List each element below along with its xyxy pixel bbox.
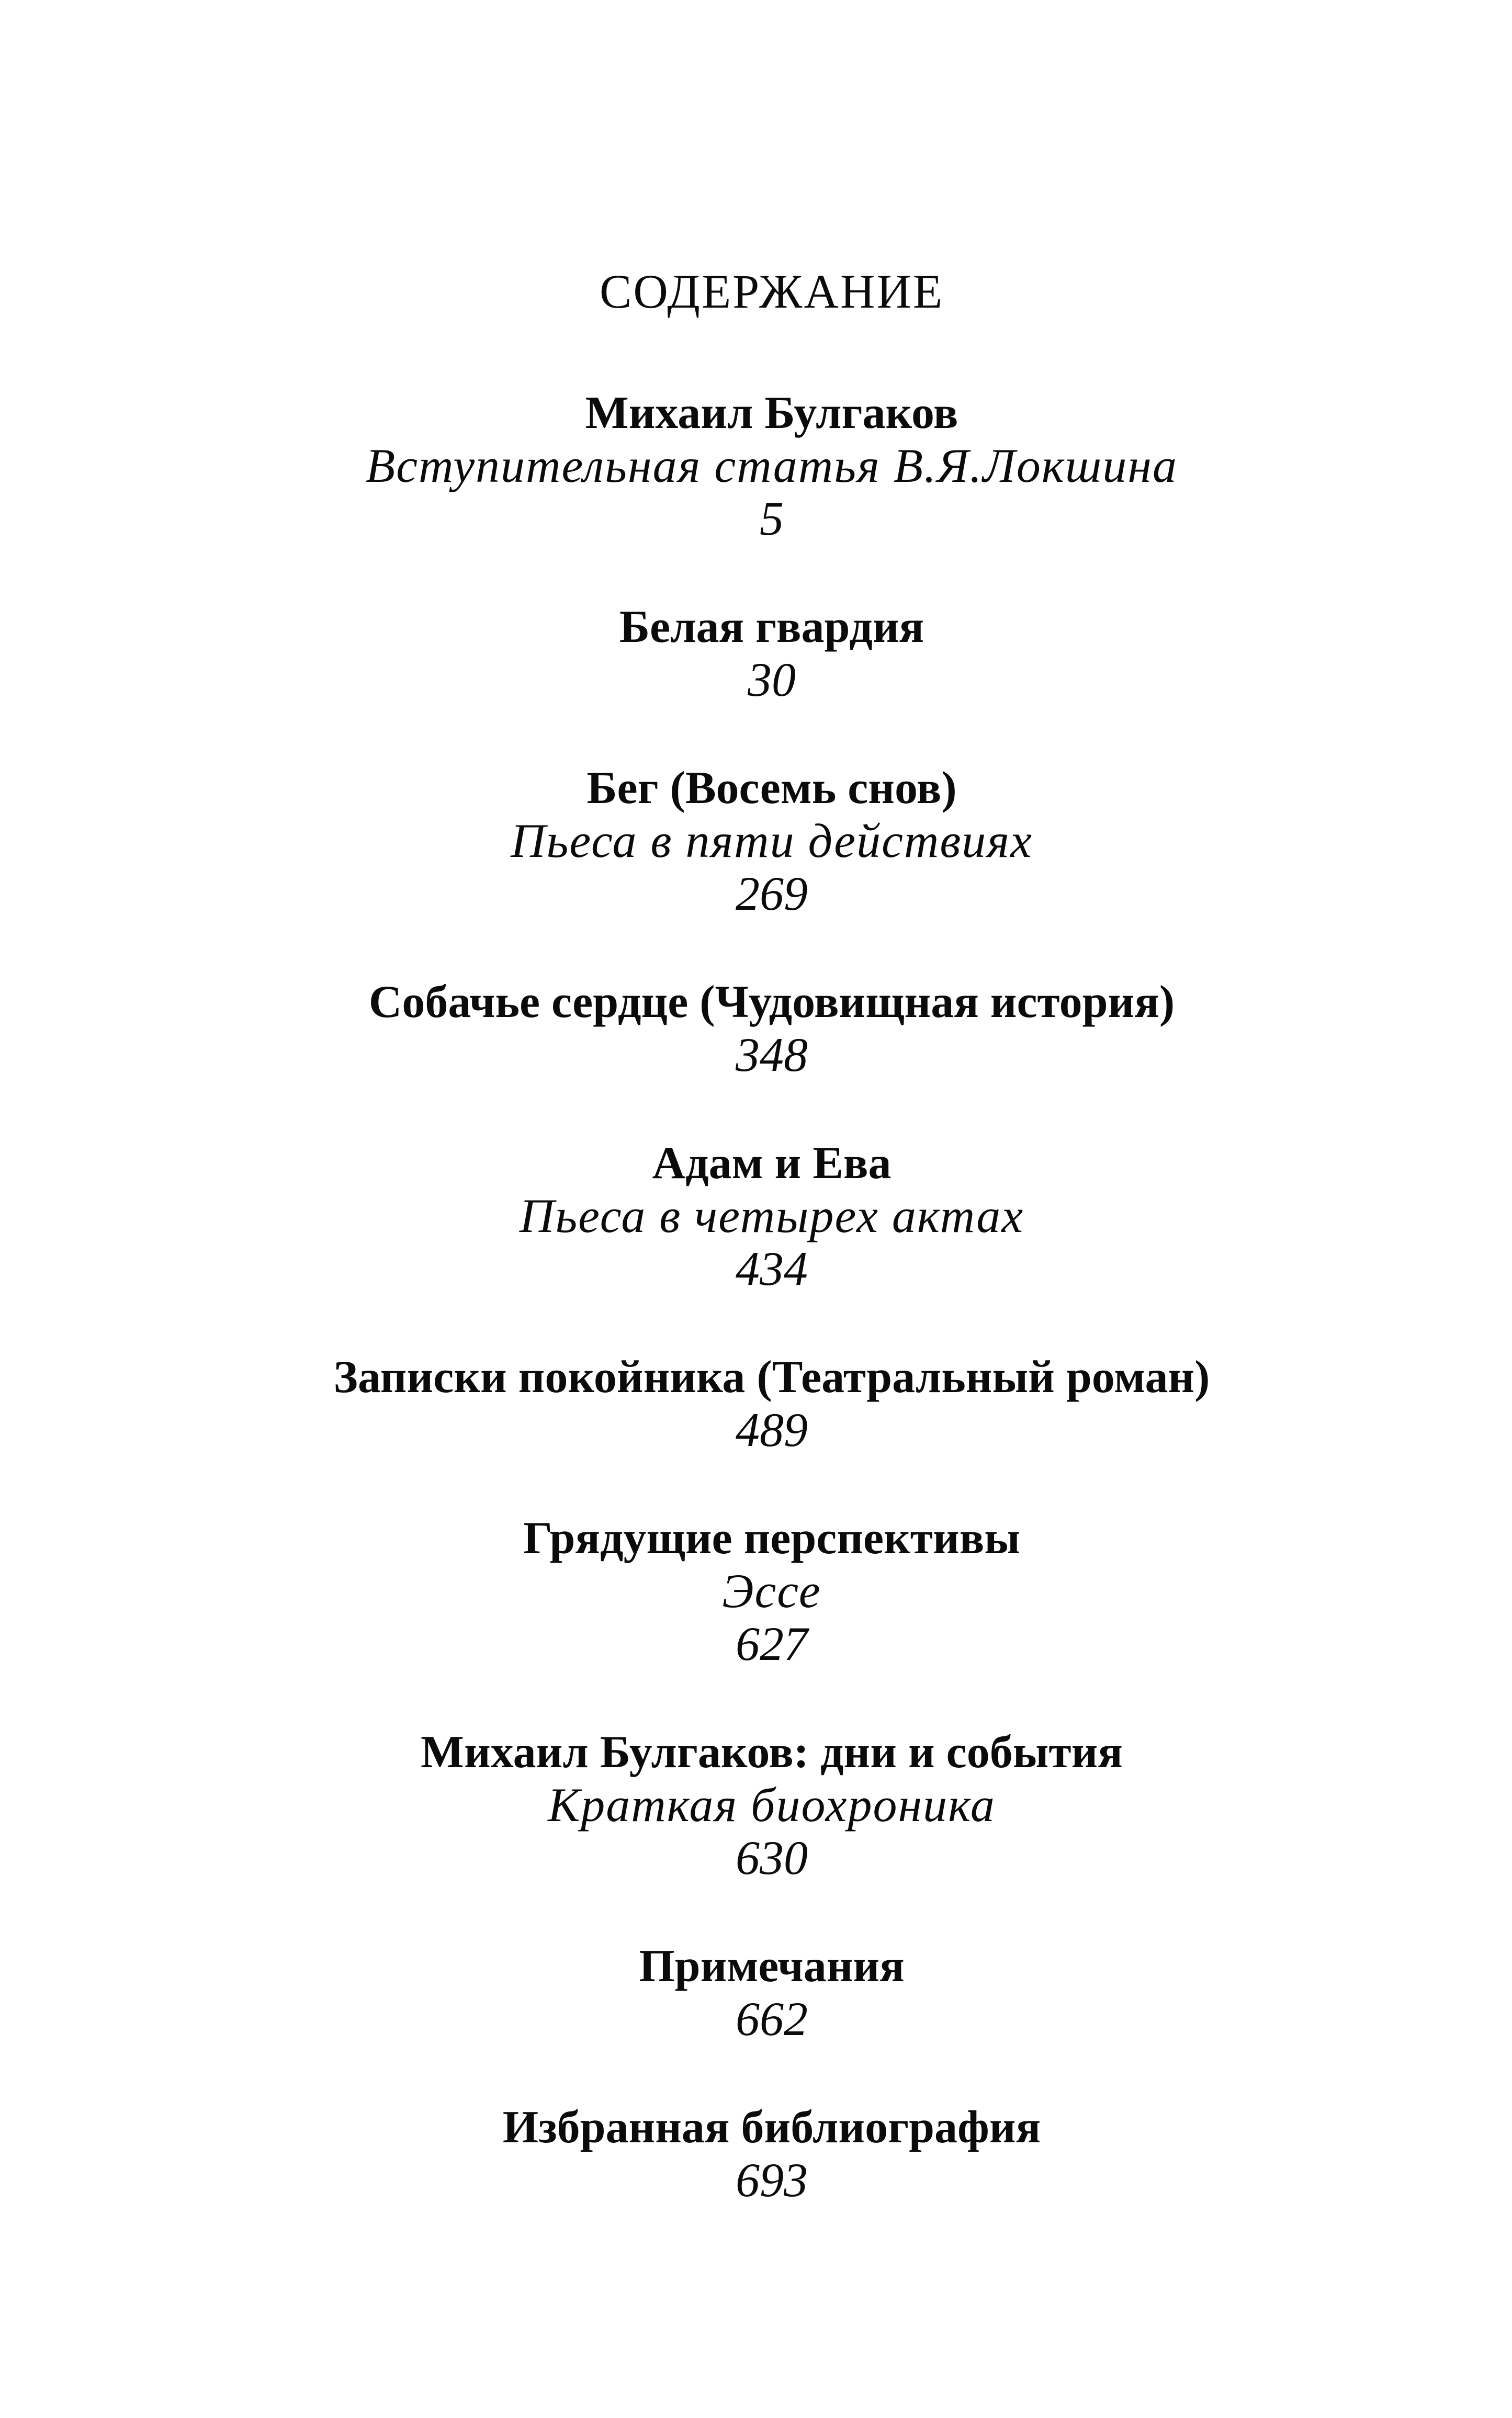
toc-entry-page: 662 [736,1992,808,2046]
toc-entry-subtitle: Пьеса в пяти действиях [511,814,1033,867]
toc-entry-title: Бег (Восемь снов) [586,763,957,813]
toc-entry-page: 269 [736,867,808,920]
toc-entry-title: Грядущие перспективы [523,1513,1020,1564]
toc-entry-title: Михаил Булгаков [585,388,958,438]
toc-entry-page: 348 [736,1028,808,1081]
toc-entry [31,976,1512,1081]
toc-entry [31,1726,1512,1884]
toc-entry-title: Адам и Ева [652,1138,892,1189]
toc-entry-page: 30 [748,653,796,706]
toc-entry-title: Избранная библиография [502,2102,1041,2153]
page-title: СОДЕРЖАНИЕ [599,265,944,318]
toc-entry-subtitle: Эссе [722,1564,821,1618]
toc-entry-page: 630 [736,1831,808,1884]
toc-entry-title: Записки покойника (Театральный роман) [333,1352,1210,1403]
toc-entry-title: Михаил Булгаков: дни и события [421,1727,1123,1778]
toc-entry [31,762,1512,920]
toc-entry-subtitle: Пьеса в четырех актах [519,1189,1024,1242]
toc-entry [31,1940,1512,2046]
toc-entry-subtitle: Краткая биохроника [548,1778,996,1832]
toc-entry-page: 5 [760,492,784,545]
toc-entry [31,1351,1512,1456]
toc-entry [31,1137,1512,1295]
toc-entry-page: 489 [736,1403,808,1456]
toc-entry-title: Белая гвардия [619,602,924,652]
toc-entry [31,601,1512,706]
toc-entry [31,387,1512,545]
toc-entry-page: 627 [736,1617,808,1670]
toc-entry-title: Собачье сердце (Чудовищная история) [368,977,1175,1027]
toc-entry-page: 693 [736,2153,808,2207]
toc-entry-subtitle: Вступительная статья В.Я.Локшина [366,439,1178,492]
toc-entry-page: 434 [736,1242,808,1295]
toc-entry [31,1512,1512,1670]
toc-entry-title: Примечания [639,1941,905,1992]
toc-entry [31,2101,1512,2207]
